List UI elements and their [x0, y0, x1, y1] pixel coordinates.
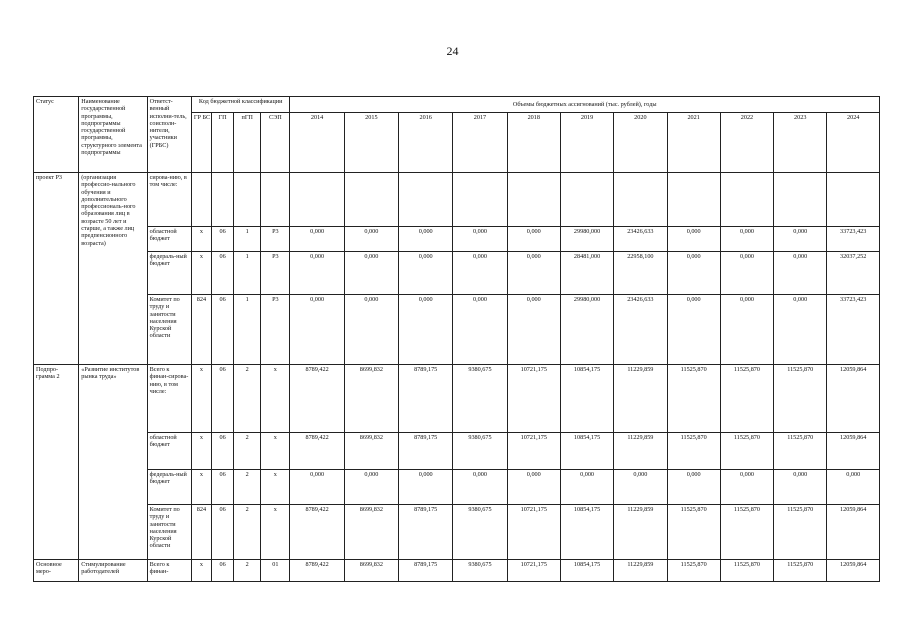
value-cell: 10854,175: [560, 560, 613, 582]
value-cell: 8699,832: [344, 433, 398, 470]
code-gp-cell: 06: [212, 470, 234, 505]
value-cell: 10854,175: [560, 365, 613, 433]
responsible-cell: сирова-нию, в том числе:: [147, 173, 191, 227]
code-gp-cell: 06: [212, 365, 234, 433]
header-code-sep: СЭП: [261, 113, 290, 173]
empty-cell: [290, 173, 344, 227]
value-cell: 33723,423: [827, 227, 880, 252]
table-row: [34, 433, 880, 470]
header-year: 2019: [560, 113, 613, 173]
code-sep-cell: х: [261, 365, 290, 433]
value-cell: 10721,175: [507, 560, 560, 582]
value-cell: 11525,870: [667, 433, 720, 470]
value-cell: 28481,000: [560, 252, 613, 295]
value-cell: 0,000: [560, 470, 613, 505]
header-year: 2014: [290, 113, 344, 173]
responsible-cell: Всего к финан-: [147, 560, 191, 582]
value-cell: 0,000: [507, 227, 560, 252]
header-responsible: Ответст-венный исполни-тель, соисполн-нители, участники (ГРБС): [147, 97, 191, 173]
header-volumes: Объемы бюджетных ассигнований (тыс. рублей), годы: [290, 97, 880, 113]
status-cell: Подпро-грамма 2: [34, 365, 79, 560]
table-row: [34, 505, 880, 560]
value-cell: 0,000: [344, 227, 398, 252]
value-cell: 0,000: [827, 470, 880, 505]
table-row: [34, 560, 880, 582]
responsible-cell: федераль-ный бюджет: [147, 470, 191, 505]
code-pgp-cell: 1: [234, 295, 261, 365]
header-row-1: [34, 97, 880, 113]
empty-cell: [827, 173, 880, 227]
header-year: 2023: [774, 113, 827, 173]
code-grbs-cell: х: [191, 252, 211, 295]
value-cell: 10721,175: [507, 433, 560, 470]
empty-cell: [212, 173, 234, 227]
value-cell: 11525,870: [667, 365, 720, 433]
table-row: [34, 295, 880, 365]
value-cell: 0,000: [720, 252, 773, 295]
responsible-cell: областной бюджет: [147, 433, 191, 470]
budget-table: [33, 96, 880, 582]
value-cell: 8789,175: [399, 505, 453, 560]
value-cell: 0,000: [290, 227, 344, 252]
value-cell: 0,000: [774, 252, 827, 295]
code-sep-cell: х: [261, 505, 290, 560]
code-sep-cell: Р3: [261, 295, 290, 365]
value-cell: 0,000: [453, 252, 507, 295]
code-sep-cell: х: [261, 470, 290, 505]
value-cell: 11525,870: [720, 365, 773, 433]
value-cell: 10854,175: [560, 505, 613, 560]
value-cell: 9380,675: [453, 560, 507, 582]
value-cell: 11525,870: [667, 505, 720, 560]
header-name: Наименование государственной программы, подпрограммы государственной программы, структурного элемента подпрограммы: [79, 97, 147, 173]
value-cell: 8699,832: [344, 560, 398, 582]
code-grbs-cell: х: [191, 433, 211, 470]
value-cell: 0,000: [507, 470, 560, 505]
value-cell: 10721,175: [507, 505, 560, 560]
table-row: [34, 365, 880, 433]
code-gp-cell: 06: [212, 252, 234, 295]
value-cell: 0,000: [399, 227, 453, 252]
empty-cell: [774, 173, 827, 227]
value-cell: 0,000: [507, 295, 560, 365]
empty-cell: [399, 173, 453, 227]
value-cell: 11525,870: [720, 560, 773, 582]
value-cell: 0,000: [453, 227, 507, 252]
value-cell: 0,000: [667, 295, 720, 365]
code-pgp-cell: 2: [234, 505, 261, 560]
value-cell: 11229,859: [614, 505, 667, 560]
value-cell: 11525,870: [774, 365, 827, 433]
value-cell: 0,000: [720, 227, 773, 252]
value-cell: 10721,175: [507, 365, 560, 433]
value-cell: 0,000: [344, 252, 398, 295]
code-sep-cell: Р3: [261, 252, 290, 295]
value-cell: 0,000: [774, 470, 827, 505]
value-cell: 8699,832: [344, 505, 398, 560]
value-cell: 11525,870: [667, 560, 720, 582]
responsible-cell: Всего к финан-сирова-нию, в том числе:: [147, 365, 191, 433]
value-cell: 0,000: [774, 227, 827, 252]
responsible-cell: Комитет по труду и занятости населения Курской области: [147, 295, 191, 365]
value-cell: 11229,859: [614, 560, 667, 582]
responsible-cell: Комитет по труду и занятости населения Курской области: [147, 505, 191, 560]
value-cell: 22958,100: [614, 252, 667, 295]
empty-cell: [453, 173, 507, 227]
empty-cell: [667, 173, 720, 227]
header-code-group: Код бюджетной классификации: [191, 97, 290, 113]
code-grbs-cell: 824: [191, 505, 211, 560]
value-cell: 11525,870: [774, 433, 827, 470]
table-row: [34, 470, 880, 505]
value-cell: 10854,175: [560, 433, 613, 470]
header-year: 2015: [344, 113, 398, 173]
value-cell: 8789,175: [399, 560, 453, 582]
empty-cell: [191, 173, 211, 227]
value-cell: 32037,252: [827, 252, 880, 295]
value-cell: 0,000: [290, 252, 344, 295]
value-cell: 11525,870: [720, 505, 773, 560]
code-gp-cell: 06: [212, 295, 234, 365]
code-grbs-cell: х: [191, 560, 211, 582]
value-cell: 11525,870: [774, 560, 827, 582]
table-row: [34, 227, 880, 252]
value-cell: 9380,675: [453, 365, 507, 433]
value-cell: 33723,423: [827, 295, 880, 365]
value-cell: 11229,859: [614, 365, 667, 433]
value-cell: 0,000: [720, 295, 773, 365]
code-gp-cell: 06: [212, 505, 234, 560]
code-pgp-cell: 1: [234, 252, 261, 295]
header-code-gp: ГП: [212, 113, 234, 173]
value-cell: 12059,864: [827, 365, 880, 433]
empty-cell: [720, 173, 773, 227]
value-cell: 8789,422: [290, 365, 344, 433]
name-cell: (организация профессио-нального обучения и дополнительного профессиональ-ного образования лиц в возрасте 50 лет и старше, а также лиц предпенсионного возраста): [79, 173, 147, 365]
code-sep-cell: х: [261, 433, 290, 470]
value-cell: 8789,422: [290, 505, 344, 560]
header-year: 2017: [453, 113, 507, 173]
value-cell: 29980,000: [560, 295, 613, 365]
value-cell: 9380,675: [453, 433, 507, 470]
value-cell: 11525,870: [720, 433, 773, 470]
value-cell: 12059,864: [827, 560, 880, 582]
value-cell: 0,000: [399, 295, 453, 365]
empty-cell: [507, 173, 560, 227]
responsible-cell: областной бюджет: [147, 227, 191, 252]
value-cell: 0,000: [344, 295, 398, 365]
header-year: 2020: [614, 113, 667, 173]
value-cell: 8789,175: [399, 365, 453, 433]
header-year: 2022: [720, 113, 773, 173]
code-gp-cell: 06: [212, 227, 234, 252]
page-number: 24: [446, 44, 459, 58]
value-cell: 0,000: [453, 470, 507, 505]
name-cell: «Развитие институтов рынка труда»: [79, 365, 147, 560]
table-row: [34, 252, 880, 295]
header-status: Статус: [34, 97, 79, 173]
header-code-pgp: пГП: [234, 113, 261, 173]
code-grbs-cell: 824: [191, 295, 211, 365]
code-grbs-cell: х: [191, 365, 211, 433]
responsible-cell: федераль-ный бюджет: [147, 252, 191, 295]
code-gp-cell: 06: [212, 433, 234, 470]
value-cell: 9380,675: [453, 505, 507, 560]
code-sep-cell: Р3: [261, 227, 290, 252]
code-sep-cell: 01: [261, 560, 290, 582]
value-cell: 0,000: [507, 252, 560, 295]
value-cell: 8789,175: [399, 433, 453, 470]
value-cell: 0,000: [290, 470, 344, 505]
value-cell: 0,000: [399, 252, 453, 295]
value-cell: 0,000: [290, 295, 344, 365]
empty-cell: [560, 173, 613, 227]
value-cell: 12059,864: [827, 505, 880, 560]
empty-cell: [614, 173, 667, 227]
code-pgp-cell: 2: [234, 365, 261, 433]
value-cell: 29980,000: [560, 227, 613, 252]
value-cell: 0,000: [344, 470, 398, 505]
value-cell: 0,000: [667, 252, 720, 295]
value-cell: 8789,422: [290, 433, 344, 470]
code-pgp-cell: 2: [234, 560, 261, 582]
value-cell: 11229,859: [614, 433, 667, 470]
value-cell: 0,000: [453, 295, 507, 365]
empty-cell: [344, 173, 398, 227]
value-cell: 23426,633: [614, 295, 667, 365]
code-pgp-cell: 2: [234, 470, 261, 505]
code-pgp-cell: 2: [234, 433, 261, 470]
value-cell: 23426,633: [614, 227, 667, 252]
name-cell: Стимулирование работодателей: [79, 560, 147, 582]
code-grbs-cell: х: [191, 227, 211, 252]
empty-cell: [261, 173, 290, 227]
value-cell: 0,000: [667, 470, 720, 505]
header-year: 2018: [507, 113, 560, 173]
value-cell: 0,000: [720, 470, 773, 505]
value-cell: 0,000: [774, 295, 827, 365]
code-pgp-cell: 1: [234, 227, 261, 252]
value-cell: 11525,870: [774, 505, 827, 560]
header-year: 2021: [667, 113, 720, 173]
header-year: 2024: [827, 113, 880, 173]
code-grbs-cell: х: [191, 470, 211, 505]
value-cell: 12059,864: [827, 433, 880, 470]
code-gp-cell: 06: [212, 560, 234, 582]
status-cell: проект Р3: [34, 173, 79, 365]
value-cell: 0,000: [667, 227, 720, 252]
value-cell: 8699,832: [344, 365, 398, 433]
table-row: [34, 173, 880, 227]
header-year: 2016: [399, 113, 453, 173]
header-code-grbs: ГР БС: [191, 113, 211, 173]
value-cell: 8789,422: [290, 560, 344, 582]
status-cell: Основное меро-: [34, 560, 79, 582]
value-cell: 0,000: [399, 470, 453, 505]
value-cell: 0,000: [614, 470, 667, 505]
empty-cell: [234, 173, 261, 227]
